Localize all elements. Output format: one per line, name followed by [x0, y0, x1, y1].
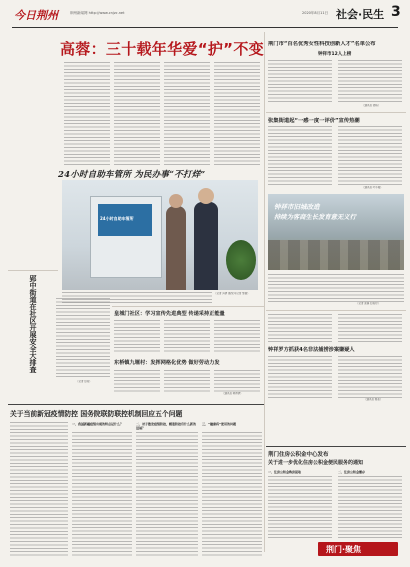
lead-body-col1	[64, 62, 110, 166]
middle-body1b	[164, 320, 210, 354]
bottom-col2	[72, 432, 132, 558]
vertical-headline: 郢中街道在社区开展安全大排查	[29, 275, 37, 373]
masthead-info: 荆州新闻网 http://www.cnjzc.net	[70, 11, 125, 15]
bottom-col1	[10, 422, 68, 558]
page-number: 3	[391, 4, 401, 20]
masthead-rule	[12, 27, 398, 28]
rule-rt2	[266, 310, 406, 311]
right-top-credit: （通讯员 胡杨）	[362, 104, 381, 107]
right-top-subhead: 钟祥市12人上榜	[318, 52, 352, 57]
bottom-headline: 关于当前新冠疫情防控 国务院联防联控机制回应五个问题	[10, 410, 183, 418]
middle-body2b	[164, 370, 210, 392]
bottom-col4	[202, 432, 262, 558]
notice-subhead: 关于进一步优化住房公积金便民服务的通知	[268, 460, 364, 466]
right-lower-body2	[338, 314, 402, 342]
notice-body1	[268, 476, 332, 538]
photo-caption: 24小时自助车管所 为民办事“不打烊”	[58, 170, 206, 180]
person-2-head	[198, 188, 214, 204]
rule-mid	[112, 306, 264, 307]
notice-item1: 一、住房公积金购房提取	[268, 470, 302, 474]
notice-headline: 荆门住房公积金中心发布	[268, 452, 329, 458]
vertical-body	[56, 298, 110, 378]
right-bottom-body2	[338, 356, 402, 398]
middle-body1c	[214, 320, 260, 354]
right-top-headline: 荆门市“百名优秀女性科技创新人才”名单公布	[268, 41, 376, 47]
right-top-body1	[268, 60, 332, 104]
bottom-sub1: 一、我国新疆疫情出现的特点是什么？	[72, 422, 124, 426]
lead-body-col2	[114, 62, 160, 166]
lead-headline: 高蓉：三十载年华爱“护”不变	[60, 40, 264, 58]
photo-byline: （记者 冯倩 摄/见习记者 黎丽）	[214, 292, 250, 295]
bottom-sub2: 二、对于散发疫情防控，精准防控有什么新的进展？	[136, 422, 197, 430]
plant	[226, 240, 256, 280]
right-mid-body1	[268, 126, 332, 186]
banner-line1: 钟祥市旧城改造	[274, 203, 320, 211]
divider-right	[264, 32, 265, 552]
middle-body1a	[114, 320, 160, 354]
right-banner-body	[268, 274, 404, 302]
right-bottom-credit: （通讯员 程若）	[364, 398, 383, 401]
banner-line2: 持续为客商生长发育意无义行	[274, 214, 356, 221]
middle-headline1: 皇城门社区：学习宣传先进典型 传递采持正能量	[114, 311, 225, 317]
lead-photo	[62, 180, 258, 290]
lead-body-col3	[164, 62, 210, 166]
banner-buildings	[268, 240, 404, 270]
middle-credit: （通讯员 韩倩倩）	[222, 392, 243, 395]
right-bottom-headline: 钟祥罗方抓获4名非法捕捞涉案嫌疑人	[268, 347, 355, 353]
person-2	[194, 202, 218, 290]
right-top-body2	[338, 60, 402, 104]
rule-rt3	[266, 446, 406, 447]
masthead-logo: 今日荆州	[14, 9, 58, 22]
middle-body2c	[214, 370, 260, 392]
ad-banner	[318, 542, 398, 556]
section-title: 社会·民生	[336, 8, 385, 21]
kiosk-sign: 24小时自助车管所	[100, 216, 134, 221]
rule-left-top	[8, 270, 58, 271]
person-1-head	[169, 194, 183, 208]
right-mid-headline: 张集街道起“一感一度一评价”宣传热潮	[268, 118, 360, 124]
rule-rt1	[266, 112, 406, 113]
right-mid-body2	[338, 126, 402, 186]
middle-body2a	[114, 370, 160, 392]
bottom-col3	[136, 432, 198, 558]
notice-item2: 二、住房公积金缴存	[338, 470, 366, 474]
middle-headline2: 东桥镇九堰村：发挥网格化优势 做好劳动力发	[114, 360, 220, 366]
notice-body2	[338, 476, 402, 538]
masthead	[0, 0, 410, 30]
right-lower-body1	[268, 314, 332, 342]
rule-bottom	[8, 404, 264, 405]
right-banner-credit: （记者 张娟 赵传玲）	[356, 302, 381, 305]
right-mid-credit: （通讯员 叶冬梅）	[362, 186, 383, 189]
ad-label: 荆门·聚焦	[326, 545, 362, 554]
right-bottom-body1	[268, 356, 332, 398]
person-1	[166, 206, 186, 290]
lead-body-col4	[214, 62, 260, 166]
right-banner-photo	[268, 194, 404, 270]
bottom-sub3: 三、“健康码”使用的问题	[202, 422, 236, 426]
masthead-date: 2020年8月11日	[302, 11, 329, 15]
vertical-credit: （记者 赵传）	[76, 380, 92, 383]
